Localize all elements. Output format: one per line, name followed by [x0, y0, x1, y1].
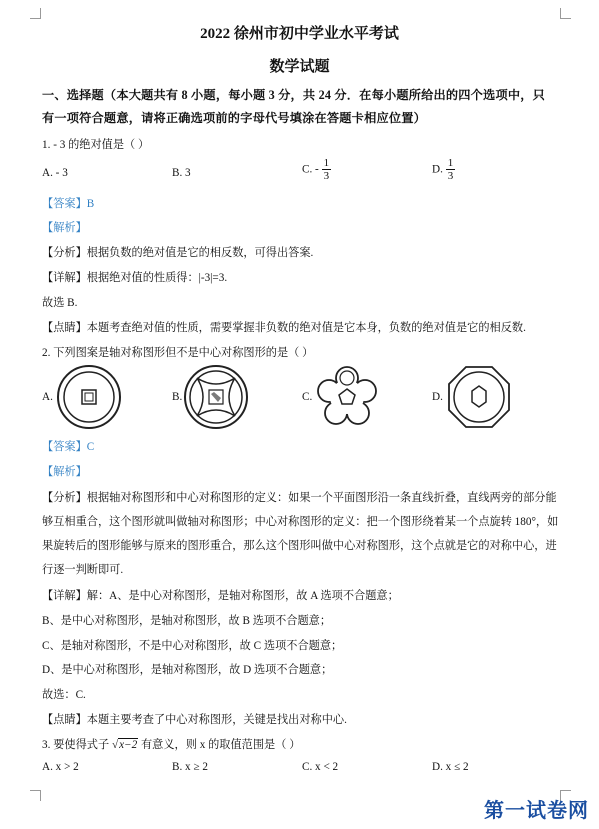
q2-xiangjie-b: B、是中心对称图形，是轴对称图形，故 B 选项不合题意； — [42, 615, 332, 627]
section-instructions-line2: 有一项符合题意，请将正确选项前的字母代号填涂在答题卡相应位置） — [42, 111, 427, 125]
q1-option-a: A. - 3 — [42, 167, 68, 179]
q3-option-b: B. x ≥ 2 — [172, 761, 208, 773]
q2-xiangjie-d: D、是中心对称图形，是轴对称图形，故 D 选项不合题意； — [42, 664, 333, 676]
q1-option-c-prefix: C. - — [302, 163, 319, 176]
q3-radicand: x−2 — [119, 739, 138, 751]
q1-option-d-fraction — [446, 157, 456, 182]
q2-answer: 【答案】C — [42, 441, 95, 453]
q3-option-a: A. x > 2 — [42, 761, 79, 773]
q1-analysis-label: 【解析】 — [42, 222, 87, 234]
q1-fenxi: 【分析】根据负数的绝对值是它的相反数，可得出答案. — [42, 247, 314, 259]
q2-xiangjie-c: C、是轴对称图形，不是中心对称图形，故 C 选项不合题意； — [42, 640, 343, 652]
site-watermark: 第一试卷网 — [484, 798, 589, 822]
q2-fenxi-line3: 果旋转后的图形能够与原来的图形重合，那么这个图形叫做中心对称图形，这个点就是它的对称中心，进 — [42, 540, 557, 552]
q3-option-c: C. x < 2 — [302, 761, 339, 773]
q1-option-b: B. 3 — [172, 167, 191, 179]
q3-stem — [42, 736, 300, 752]
subject-title: 数学试题 — [269, 59, 330, 75]
crop-mark-bottom-left — [30, 790, 41, 801]
section-instructions-line1: 一、选择题（本大题共有 8 小题，每小题 3 分，共 24 分．在每小题所给出的四个选项中，只 — [42, 88, 545, 102]
q1-stem: 1. - 3 的绝对值是（ ） — [42, 139, 150, 151]
q3-stem-before: 3. 要使得式子 — [42, 739, 112, 751]
q1-dianjing: 【点睛】本题考查绝对值的性质，需要掌握非负数的绝对值是它本身，负数的绝对值是它的相反数. — [42, 322, 526, 334]
q2-dianjing: 【点睛】本题主要考查了中心对称图形，关键是找出对称中心. — [42, 714, 347, 726]
q1-option-c-numerator: 1 — [323, 157, 330, 169]
q1-option-d-numerator: 1 — [447, 157, 454, 169]
q2-analysis-label: 【解析】 — [42, 466, 87, 478]
q1-option-d-prefix: D. — [432, 163, 443, 176]
q2-xiangjie-a: 【详解】解：A、是中心对称图形，是轴对称图形，故 A 选项不合题意； — [42, 590, 399, 602]
q1-guxuan: 故选 B. — [42, 297, 78, 309]
coin-square-hole-figure — [56, 364, 122, 430]
exam-title: 2022 徐州市初中学业水平考试 — [200, 26, 399, 42]
q2-fenxi-line4: 行逐一判断即可. — [42, 564, 124, 576]
q1-answer: 【答案】B — [42, 198, 95, 210]
radical-sign-icon: √ — [111, 739, 119, 751]
coin-curved-star-figure — [183, 364, 249, 430]
q1-option-c-fraction — [322, 157, 332, 182]
q1-option-c-denominator: 3 — [323, 170, 330, 182]
crop-mark-top-left — [30, 8, 41, 19]
q2-guxuan: 故选：C. — [42, 689, 86, 701]
q2-option-c-label: C. — [302, 391, 313, 403]
q1-option-d-denominator: 3 — [447, 170, 454, 182]
flower-pentagon-figure — [314, 364, 380, 430]
q3-option-d: D. x ≤ 2 — [432, 761, 469, 773]
q1-xiangjie: 【详解】根据绝对值的性质得：|-3|=3. — [42, 272, 228, 284]
q2-option-b-label: B. — [172, 391, 183, 403]
q2-option-a-label: A. — [42, 391, 53, 403]
q3-stem-after: 有意义，则 x 的取值范围是（ ） — [138, 739, 301, 751]
q2-option-d-label: D. — [432, 391, 443, 403]
q1-option-d — [432, 157, 455, 182]
q2-stem: 2. 下列图案是轴对称图形但不是中心对称图形的是（ ） — [42, 347, 314, 359]
q2-fenxi-line1: 【分析】根据轴对称图形和中心对称图形的定义：如果一个平面图形沿一条直线折叠，直线两旁的部分能 — [42, 492, 557, 504]
crop-mark-top-right — [560, 8, 571, 19]
octagon-hexagon-figure — [446, 364, 512, 430]
q2-fenxi-line2: 够互相重合，这个图形就叫做轴对称图形；中心对称图形的定义：把一个图形绕着某一个点旋转 180°，如 — [42, 516, 559, 528]
q1-option-c — [302, 157, 331, 182]
